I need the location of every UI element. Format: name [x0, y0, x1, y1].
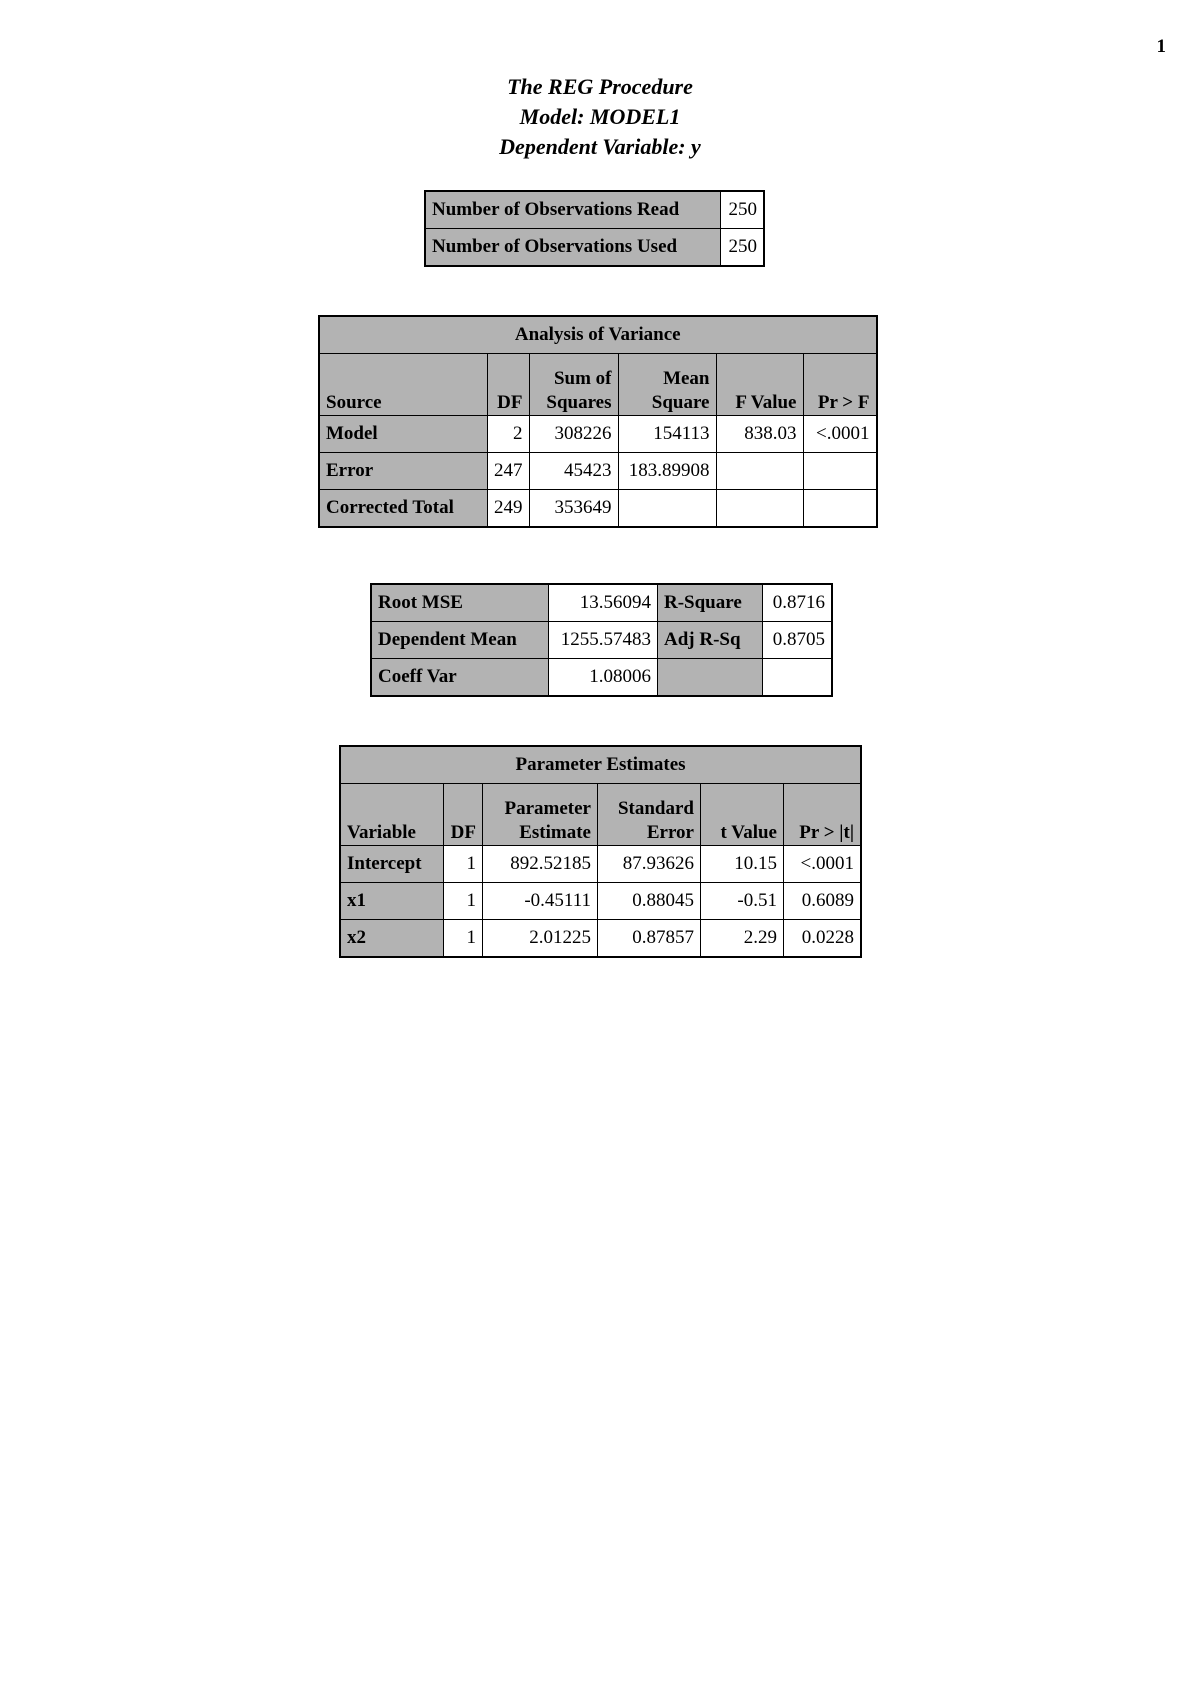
observations-table — [424, 190, 765, 267]
table-row — [319, 453, 877, 490]
param-p-value: 0.0228 — [784, 920, 862, 958]
anova-source: Model — [319, 416, 488, 453]
anova-header-ms-line1: Mean — [663, 368, 710, 389]
anova-p: <.0001 — [803, 416, 877, 453]
params-header-row — [340, 784, 861, 846]
table-row — [425, 229, 764, 267]
anova-ss: 308226 — [529, 416, 618, 453]
obs-read-label: Number of Observations Read — [425, 191, 721, 229]
params-header-se-line1: Standard — [617, 798, 694, 819]
param-variable: Intercept — [340, 846, 444, 883]
param-p-value: <.0001 — [784, 846, 862, 883]
param-estimate: 892.52185 — [483, 846, 598, 883]
procedure-title: The REG Procedure — [507, 74, 693, 99]
table-row — [340, 846, 861, 883]
obs-used-label: Number of Observations Used — [425, 229, 721, 267]
anova-f — [716, 453, 803, 490]
params-header-variable: Variable — [340, 784, 444, 846]
anova-header-p: Pr > F — [803, 354, 877, 416]
anova-f: 838.03 — [716, 416, 803, 453]
root-mse-label: Root MSE — [371, 584, 549, 622]
params-caption: Parameter Estimates — [340, 746, 861, 784]
param-t-value: 2.29 — [701, 920, 784, 958]
rsquare-value: 0.8716 — [763, 584, 833, 622]
anova-p — [803, 453, 877, 490]
anova-ms: 154113 — [618, 416, 716, 453]
anova-df: 247 — [488, 453, 530, 490]
anova-source: Error — [319, 453, 488, 490]
param-estimate: -0.45111 — [483, 883, 598, 920]
params-header-t: t Value — [701, 784, 784, 846]
adj-rsq-label: Adj R-Sq — [658, 622, 763, 659]
fit-statistics-table — [370, 583, 833, 697]
params-header-estimate-line2: Estimate — [519, 822, 591, 843]
table-row — [371, 622, 832, 659]
root-mse-value: 13.56094 — [549, 584, 658, 622]
obs-used-value: 250 — [721, 229, 765, 267]
params-header-estimate — [483, 784, 598, 846]
params-header-se-line2: Error — [646, 822, 694, 843]
coeff-var-label: Coeff Var — [371, 659, 549, 697]
anova-p — [803, 490, 877, 528]
anova-source: Corrected Total — [319, 490, 488, 528]
anova-header-row — [319, 354, 877, 416]
param-estimate: 2.01225 — [483, 920, 598, 958]
dependent-mean-value: 1255.57483 — [549, 622, 658, 659]
anova-header-df: DF — [488, 354, 530, 416]
rsquare-label: R-Square — [658, 584, 763, 622]
anova-table — [318, 315, 878, 528]
param-standard-error: 87.93626 — [598, 846, 701, 883]
params-header-se — [598, 784, 701, 846]
params-header-p: Pr > |t| — [784, 784, 862, 846]
anova-caption: Analysis of Variance — [319, 316, 877, 354]
param-df: 1 — [444, 846, 483, 883]
param-df: 1 — [444, 920, 483, 958]
table-row — [319, 416, 877, 453]
anova-header-source: Source — [319, 354, 488, 416]
table-row — [340, 920, 861, 958]
table-row — [371, 584, 832, 622]
anova-df: 2 — [488, 416, 530, 453]
page-number: 1 — [1156, 36, 1166, 57]
anova-header-ss — [529, 354, 618, 416]
table-row — [371, 659, 832, 697]
param-variable: x1 — [340, 883, 444, 920]
table-row — [340, 883, 861, 920]
anova-f — [716, 490, 803, 528]
obs-read-value: 250 — [721, 191, 765, 229]
dependent-mean-label: Dependent Mean — [371, 622, 549, 659]
param-t-value: -0.51 — [701, 883, 784, 920]
empty-value-cell — [763, 659, 833, 697]
param-df: 1 — [444, 883, 483, 920]
model-title: Model: MODEL1 — [519, 104, 681, 129]
anova-header-ms — [618, 354, 716, 416]
dependent-variable-title: Dependent Variable: y — [499, 134, 701, 159]
anova-header-f: F Value — [716, 354, 803, 416]
anova-ss: 45423 — [529, 453, 618, 490]
parameter-estimates-table — [339, 745, 862, 958]
anova-header-ms-line2: Square — [651, 392, 710, 413]
params-header-df: DF — [444, 784, 483, 846]
adj-rsq-value: 0.8705 — [763, 622, 833, 659]
anova-df: 249 — [488, 490, 530, 528]
empty-label-cell — [658, 659, 763, 697]
procedure-titles — [0, 72, 1200, 162]
table-row — [425, 191, 764, 229]
param-standard-error: 0.87857 — [598, 920, 701, 958]
table-row — [319, 490, 877, 528]
params-header-estimate-line1: Parameter — [504, 798, 591, 819]
param-standard-error: 0.88045 — [598, 883, 701, 920]
anova-ms: 183.89908 — [618, 453, 716, 490]
param-p-value: 0.6089 — [784, 883, 862, 920]
coeff-var-value: 1.08006 — [549, 659, 658, 697]
param-t-value: 10.15 — [701, 846, 784, 883]
anova-header-ss-line2: Squares — [546, 392, 612, 413]
anova-ss: 353649 — [529, 490, 618, 528]
param-variable: x2 — [340, 920, 444, 958]
anova-header-ss-line1: Sum of — [553, 368, 612, 389]
anova-ms — [618, 490, 716, 528]
